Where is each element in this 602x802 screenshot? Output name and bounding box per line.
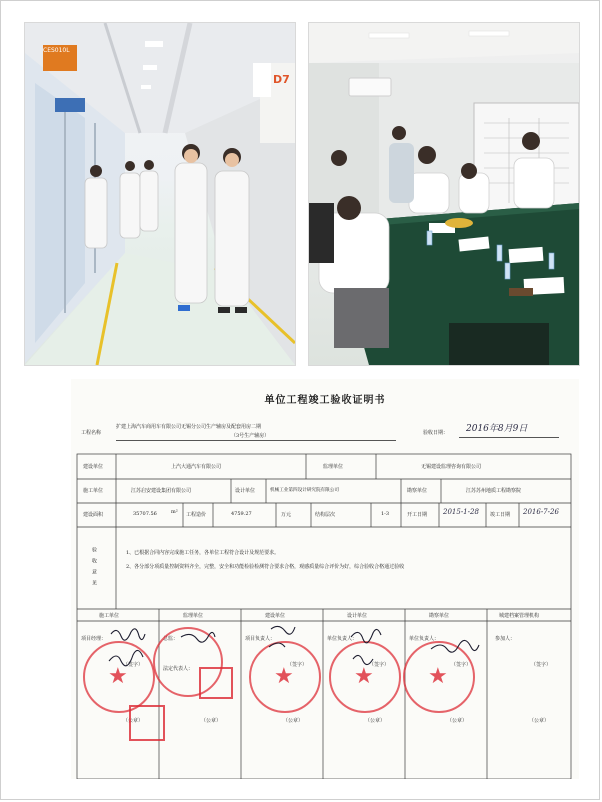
completion-date-value: 2016-7-26 <box>523 508 559 516</box>
corridor-scene <box>25 23 295 365</box>
contractor-value: 江苏启安建设集团有限公司 <box>131 488 192 494</box>
participant-label: 参加人： <box>495 636 516 642</box>
seal-label-6: （公章） <box>529 718 550 724</box>
survey-unit-value: 江苏苏州地质工程勘察院 <box>466 488 522 494</box>
seal-label-5: （公章） <box>447 718 468 724</box>
project-name-label: 工程名称 <box>81 430 102 436</box>
seal-label-1: （公章） <box>123 718 144 724</box>
star-icon: ★ <box>428 664 448 689</box>
cost-value: 4759.27 <box>231 511 252 517</box>
chief-engineer-label: 总监： <box>163 636 179 642</box>
sign-header-archive: 城建档案管理机构 <box>499 613 540 619</box>
meeting-scene <box>309 23 579 365</box>
sign-header-supervision: 监理单位 <box>183 613 204 619</box>
contractor-label: 施工单位 <box>83 488 104 494</box>
supervision-unit-label: 监理单位 <box>323 464 344 470</box>
sign-header-contractor: 施工单位 <box>99 613 120 619</box>
photo-meeting-room <box>309 23 579 365</box>
sign-label-3: （签字） <box>287 662 308 668</box>
cost-label: 工程造价 <box>186 512 207 518</box>
seal-label-3: （公章） <box>283 718 304 724</box>
sign-text-1: CES010L <box>43 47 70 54</box>
sign-label-1: （签字） <box>123 662 144 668</box>
start-date-label: 开工日期 <box>407 512 428 518</box>
project-name-line1: 扩建上海汽车商用车有限公司无锡分公司生产辅房及配套用房二期 <box>116 424 262 430</box>
completion-certificate <box>71 379 579 779</box>
project-manager-label: 项目经理： <box>81 636 107 642</box>
area-value: 35707.56 <box>133 511 157 517</box>
opinion-label: 验收意见 <box>91 547 97 591</box>
sign-header-survey: 勘察单位 <box>429 613 450 619</box>
acceptance-date-value: 2016年8月9日 <box>466 424 528 434</box>
certificate-title: 单位工程竣工验收证明书 <box>264 395 386 406</box>
opinion-item-1: 1、已根据合同内容完成施工任务，各单位工程符合设计及规范要求。 <box>126 550 280 556</box>
sign-label-4: （签字） <box>369 662 390 668</box>
seal-label-2: （公章） <box>201 718 222 724</box>
construction-unit-label: 建设单位 <box>83 464 104 470</box>
sign-text-2: D7 <box>273 73 290 86</box>
structure-value: 1-3 <box>381 511 390 517</box>
acceptance-date-label: 验收日期： <box>423 430 449 436</box>
design-unit-value: 机械工业第四设计研究院有限公司 <box>270 488 339 493</box>
sign-header-design: 设计单位 <box>347 613 368 619</box>
cost-unit: 万元 <box>281 512 292 518</box>
sign-header-construction: 建设单位 <box>265 613 286 619</box>
legal-rep-label: 法定代表人： <box>163 666 194 672</box>
completion-date-label: 竣工日期 <box>490 512 511 518</box>
construction-unit-value: 上汽大通汽车有限公司 <box>171 464 222 470</box>
project-leader-label: 项目负责人： <box>245 636 276 642</box>
sign-label-6: （签字） <box>531 662 552 668</box>
handwritten-signatures <box>71 379 579 779</box>
start-date-value: 2015-1-28 <box>443 508 479 516</box>
structure-label: 结构层次 <box>315 512 336 518</box>
photo-factory-corridor <box>25 23 295 365</box>
star-icon: ★ <box>108 664 128 689</box>
opinion-item-2: 2、各分部分项质量控制资料齐全，完整，安全和功能检验检测符合要求合格，观感质量综合评价为好，综合验收合格通过验收 <box>126 564 405 570</box>
star-icon: ★ <box>354 664 374 689</box>
design-unit-label: 设计单位 <box>235 488 256 494</box>
star-icon: ★ <box>274 664 294 689</box>
design-leader-label: 单位负责人： <box>327 636 358 642</box>
project-name-line2: （3号生产辅房） <box>231 433 270 439</box>
sign-label-5: （签字） <box>451 662 472 668</box>
area-unit: m² <box>171 509 178 515</box>
area-label: 建设面积 <box>83 512 104 518</box>
seal-label-4: （公章） <box>365 718 386 724</box>
survey-leader-label: 单位负责人： <box>409 636 440 642</box>
supervision-unit-value: 无锡建设监理咨询有限公司 <box>421 464 482 470</box>
survey-unit-label: 勘察单位 <box>407 488 428 494</box>
